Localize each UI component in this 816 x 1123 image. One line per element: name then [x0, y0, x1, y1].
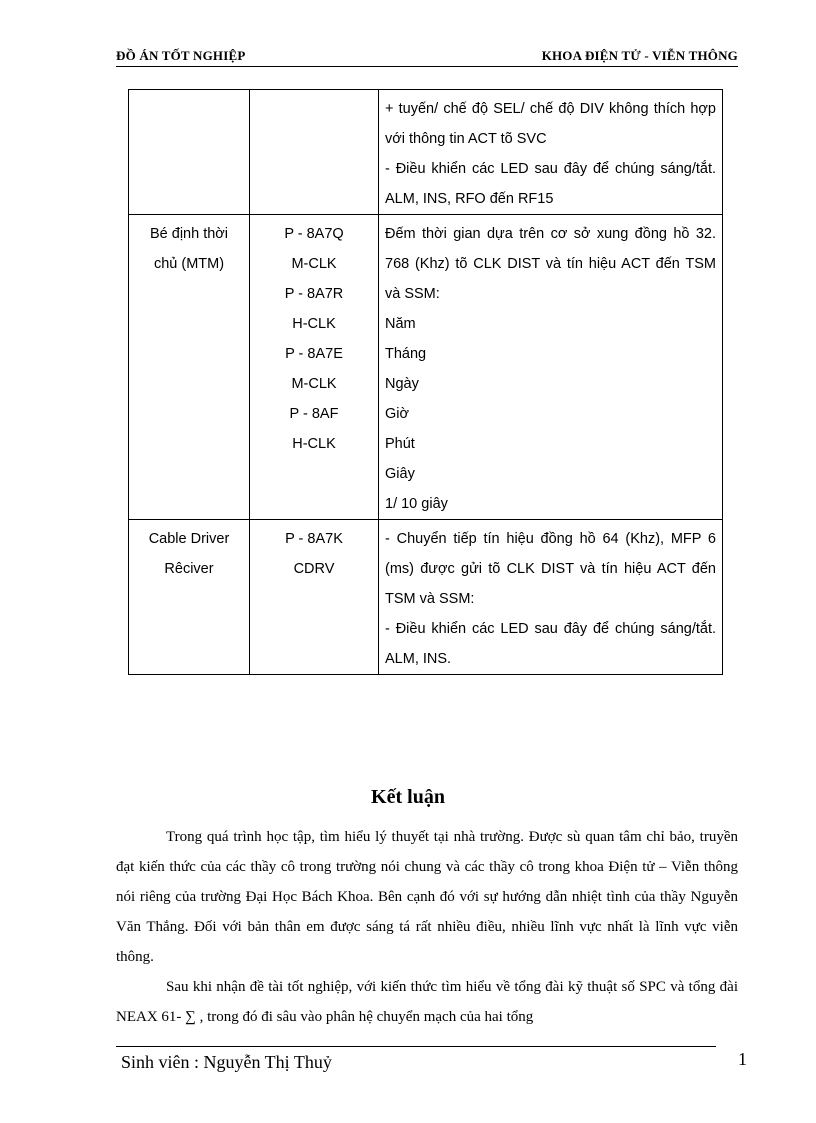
table-cell	[129, 90, 250, 215]
conclusion-paragraph-1: Trong quá trình học tập, tìm hiểu lý thuyết tại nhà trường. Được sù quan tâm chỉ bảo, truyền đạt kiến thức của các thầy cô trong trường nói chung và các thầy cô trong khoa Điện tử – Viễn thông nói riêng của trường Đại Học Bách Khoa. Bên cạnh đó với sự hướng dẫn nhiệt tình của thầy Nguyễn Văn Thắng. Đối với bản thân em được sáng tá rất nhiều điều, nhiều lĩnh vực nhất là lĩnh vực viễn thông.	[116, 829, 738, 965]
cell-text: P - 8A7E	[285, 346, 343, 362]
table-cell	[129, 215, 250, 520]
cell-text: + tuyến/ chế độ SEL/ chế độ DIV không thích hợp với thông tin ACT tõ SVC	[385, 101, 716, 147]
conclusion-title: Kết luận	[371, 786, 445, 808]
cell-text: P - 8A7Q	[284, 226, 344, 242]
conclusion-paragraph-2: Sau khi nhận đề tài tốt nghiệp, với kiến thức tìm hiểu về tổng đài kỹ thuật số SPC và tổng đài NEAX 61- ∑ , trong đó đi sâu vào phân hệ chuyển mạch của hai tổng	[116, 979, 738, 1025]
cell-text: Bé định thời	[149, 226, 229, 242]
cell-text: 1/ 10 giây	[385, 496, 448, 512]
table-cell	[379, 520, 723, 675]
table-row	[129, 520, 723, 675]
cell-text: Rêciver	[164, 561, 214, 577]
cell-text: Giờ	[385, 406, 410, 422]
cell-text: Ngày	[385, 376, 419, 392]
table-row	[129, 215, 723, 520]
cell-text: P - 8AF	[289, 406, 339, 422]
cell-text: - Chuyển tiếp tín hiệu đồng hồ 64 (Khz), MFP 6 (ms) được gửi tõ CLK DIST và tín hiệu ACT đến TSM và SSM:	[385, 531, 716, 607]
footer-student: Sinh viên : Nguyễn Thị Thuỷ	[121, 1052, 332, 1072]
cell-text: M-CLK	[291, 256, 337, 272]
table-cell	[379, 90, 723, 215]
cell-text: H-CLK	[292, 316, 336, 332]
table-cell	[250, 520, 379, 675]
cell-text: P - 8A7R	[284, 286, 344, 302]
cell-text: H-CLK	[292, 436, 336, 452]
cell-text: CDRV	[293, 561, 335, 577]
cell-text: Giây	[385, 466, 415, 482]
cell-text: Đếm thời gian dựa trên cơ sở xung đồng hồ 32. 768 (Khz) tõ CLK DIST và tín hiệu ACT đến TSM và SSM:	[385, 226, 716, 302]
cell-text: Cable Driver	[148, 531, 230, 547]
header-left: ĐỒ ÁN TỐT NGHIỆP	[116, 48, 246, 63]
cell-text: P - 8A7K	[285, 531, 343, 547]
header-divider	[116, 66, 738, 67]
header-right: KHOA ĐIỆN TỬ - VIỄN THÔNG	[541, 48, 738, 63]
cell-text: - Điều khiển các LED sau đây để chúng sáng/tắt. ALM, INS, RFO đến RF15	[385, 161, 716, 207]
cell-text: Năm	[385, 316, 416, 332]
table-cell	[129, 520, 250, 675]
page-header	[116, 48, 738, 66]
table-cell	[379, 215, 723, 520]
cell-text: Tháng	[385, 346, 427, 362]
table-row	[129, 90, 723, 215]
table-cell	[250, 215, 379, 520]
cell-text: chủ (MTM)	[153, 256, 225, 272]
cell-text: M-CLK	[291, 376, 337, 392]
table-cell	[250, 90, 379, 215]
footer-divider	[116, 1046, 716, 1047]
cell-text: - Điều khiển các LED sau đây để chúng sáng/tắt. ALM, INS.	[385, 621, 716, 667]
page-number: 1	[738, 1049, 747, 1069]
spec-table	[128, 89, 723, 675]
cell-text: Phút	[385, 436, 415, 452]
